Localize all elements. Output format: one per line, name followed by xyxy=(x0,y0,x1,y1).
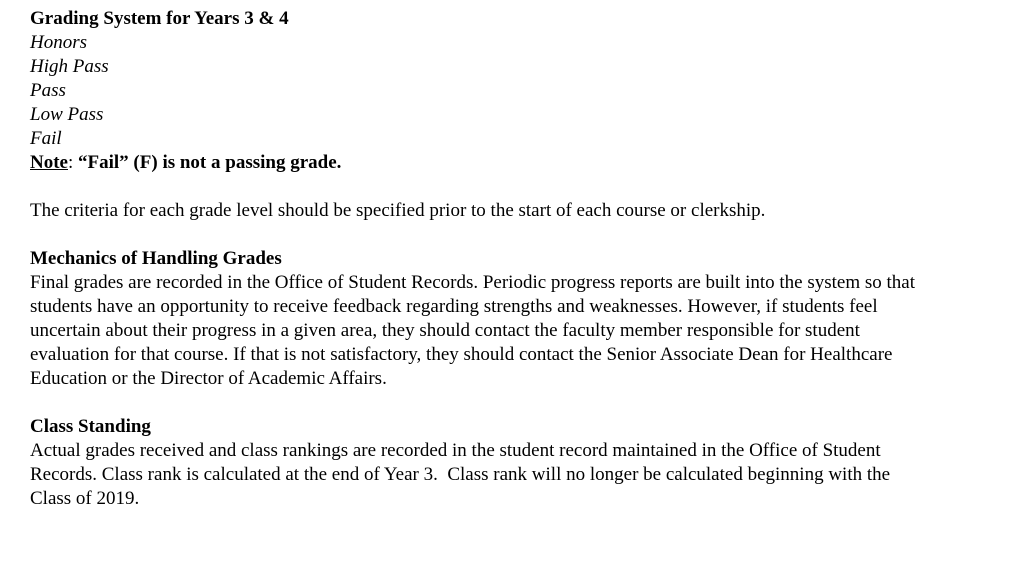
class-standing-heading: Class Standing xyxy=(30,416,151,437)
criteria-paragraph: The criteria for each grade level should be specified prior to the start of each course or clerkship. xyxy=(30,200,766,221)
mechanics-line: Final grades are recorded in the Office of Student Records. Periodic progress reports are built into the system so that xyxy=(30,272,916,293)
note-line xyxy=(30,151,1010,175)
mechanics-line: evaluation for that course. If that is not satisfactory, they should contact the Senior Associate Dean for Healthcare xyxy=(30,344,893,365)
spacer xyxy=(30,175,1010,199)
note-separator: : xyxy=(67,152,79,173)
mechanics-heading: Mechanics of Handling Grades xyxy=(30,248,282,269)
grade-pass: Pass xyxy=(30,80,66,101)
grade-high-pass: High Pass xyxy=(30,56,109,77)
grade-low-pass: Low Pass xyxy=(30,104,104,125)
spacer xyxy=(30,391,1010,415)
grade-fail: Fail xyxy=(30,128,62,149)
mechanics-line: Education or the Director of Academic Affairs. xyxy=(30,368,387,389)
document-page xyxy=(30,7,1010,511)
mechanics-line: students have an opportunity to receive feedback regarding strengths and weaknesses. However, if students feel xyxy=(30,296,878,317)
grading-heading: Grading System for Years 3 & 4 xyxy=(30,8,289,29)
note-label: Note xyxy=(30,152,68,173)
mechanics-line: uncertain about their progress in a given area, they should contact the faculty member responsible for student xyxy=(30,320,860,341)
class-standing-line: Records. Class rank is calculated at the end of Year 3. Class rank will no longer be calculated beginning with the xyxy=(30,464,891,485)
grade-honors: Honors xyxy=(30,32,88,53)
class-standing-line: Actual grades received and class rankings are recorded in the student record maintained in the Office of Student xyxy=(30,440,881,461)
note-text: “Fail” (F) is not a passing grade. xyxy=(78,152,342,173)
spacer xyxy=(30,223,1010,247)
class-standing-line: Class of 2019. xyxy=(30,488,140,509)
